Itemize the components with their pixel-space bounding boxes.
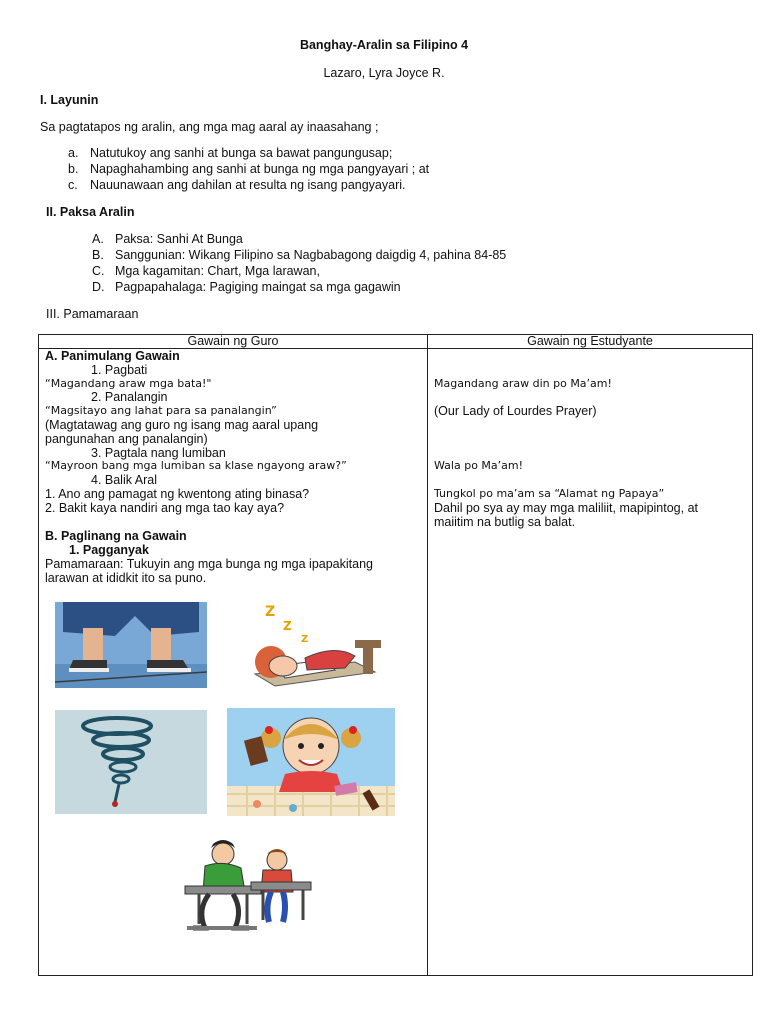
balik-aral-question: 1. Ano ang pamagat ng kwentong ating binasa? bbox=[45, 487, 310, 501]
list-marker: c. bbox=[68, 178, 78, 192]
panalangin-label: 2. Panalangin bbox=[91, 390, 168, 404]
list-text: Natutukoy ang sanhi at bunga sa bawat pangungusap; bbox=[90, 146, 393, 160]
list-text: Sanggunian: Wikang Filipino sa Nagbabagong daigdig 4, pahina 84-85 bbox=[115, 248, 507, 262]
sleeping-child-picture bbox=[235, 600, 387, 690]
panimulang-gawain-heading: A. Panimulang Gawain bbox=[45, 349, 180, 363]
student-answer: Tungkol po ma’am sa “Alamat ng Papaya” bbox=[434, 487, 665, 500]
balik-aral-question: 2. Bakit kaya nandiri ang mga tao kay aya? bbox=[45, 501, 285, 515]
pagbati-quote: “Magandang araw mga bata!" bbox=[45, 377, 212, 390]
panalangin-note: (Magtatawag ang guro ng isang mag aaral upang bbox=[45, 418, 319, 432]
pagbati-label: 1. Pagbati bbox=[91, 363, 148, 377]
list-marker: b. bbox=[68, 162, 79, 176]
section-paksa-heading: II. Paksa Aralin bbox=[46, 205, 135, 219]
student-answer: Wala po Ma’am! bbox=[434, 459, 524, 472]
section-layunin-heading: I. Layunin bbox=[40, 93, 99, 107]
balik-aral-label: 4. Balik Aral bbox=[91, 473, 158, 487]
section-pamamaraan-heading: III. Pamamaraan bbox=[46, 307, 139, 321]
pagtala-label: 3. Pagtala nang lumiban bbox=[91, 446, 226, 460]
layunin-intro: Sa pagtatapos ng aralin, ang mga mag aaral ay inaasahang ; bbox=[40, 120, 379, 134]
list-text: Pagpapahalaga: Pagiging maingat sa mga gagawin bbox=[115, 280, 401, 294]
tornado-picture bbox=[55, 710, 207, 814]
panalangin-quote: “Magsitayo ang lahat para sa panalangin” bbox=[45, 404, 277, 417]
list-marker: C. bbox=[92, 264, 105, 278]
list-text: Paksa: Sanhi At Bunga bbox=[115, 232, 243, 246]
svg-text:Z: Z bbox=[265, 604, 276, 620]
list-text: Mga kagamitan: Chart, Mga larawan, bbox=[115, 264, 320, 278]
student-answer: Magandang araw din po Ma’am! bbox=[434, 377, 612, 390]
author-name: Lazaro, Lyra Joyce R. bbox=[323, 66, 445, 80]
pagtala-quote: “Mayroon bang mga lumiban sa klase ngayong araw?” bbox=[45, 459, 347, 472]
column-header-estudyante: Gawain ng Estudyante bbox=[428, 335, 753, 349]
estudyante-cell bbox=[428, 349, 752, 975]
document-title: Banghay-Aralin sa Filipino 4 bbox=[299, 38, 469, 52]
legs-shoes-picture bbox=[55, 602, 207, 688]
pamamaraan-text: Pamamaraan: Tukuyin ang mga bunga ng mga ipapakitang bbox=[45, 557, 373, 571]
student-answer: (Our Lady of Lourdes Prayer) bbox=[434, 404, 597, 418]
activity-table bbox=[38, 334, 753, 976]
column-header-guro: Gawain ng Guro bbox=[39, 335, 428, 349]
list-text: Nauunawaan ang dahilan at resulta ng isang pangyayari. bbox=[90, 178, 406, 192]
boys-at-desks-picture bbox=[147, 840, 315, 936]
girl-with-candy-picture bbox=[227, 708, 395, 816]
guro-cell bbox=[39, 349, 427, 975]
list-marker: a. bbox=[68, 146, 79, 160]
paglinang-heading: B. Paglinang na Gawain bbox=[45, 529, 187, 543]
pagganyak-label: 1. Pagganyak bbox=[69, 543, 149, 557]
pamamaraan-text: larawan at ididkit ito sa puno. bbox=[45, 571, 207, 585]
svg-text:Z: Z bbox=[301, 634, 309, 645]
list-marker: B. bbox=[92, 248, 104, 262]
list-text: Napaghahambing ang sanhi at bunga ng mga pangyayari ; at bbox=[90, 162, 430, 176]
svg-text:Z: Z bbox=[283, 619, 292, 633]
list-marker: D. bbox=[92, 280, 105, 294]
list-marker: A. bbox=[92, 232, 104, 246]
panalangin-note: pangunahan ang panalangin) bbox=[45, 432, 208, 446]
student-answer: Dahil po sya ay may mga maliliit, mapipintog, at bbox=[434, 501, 699, 515]
student-answer: maiitim na butlig sa balat. bbox=[434, 515, 576, 529]
